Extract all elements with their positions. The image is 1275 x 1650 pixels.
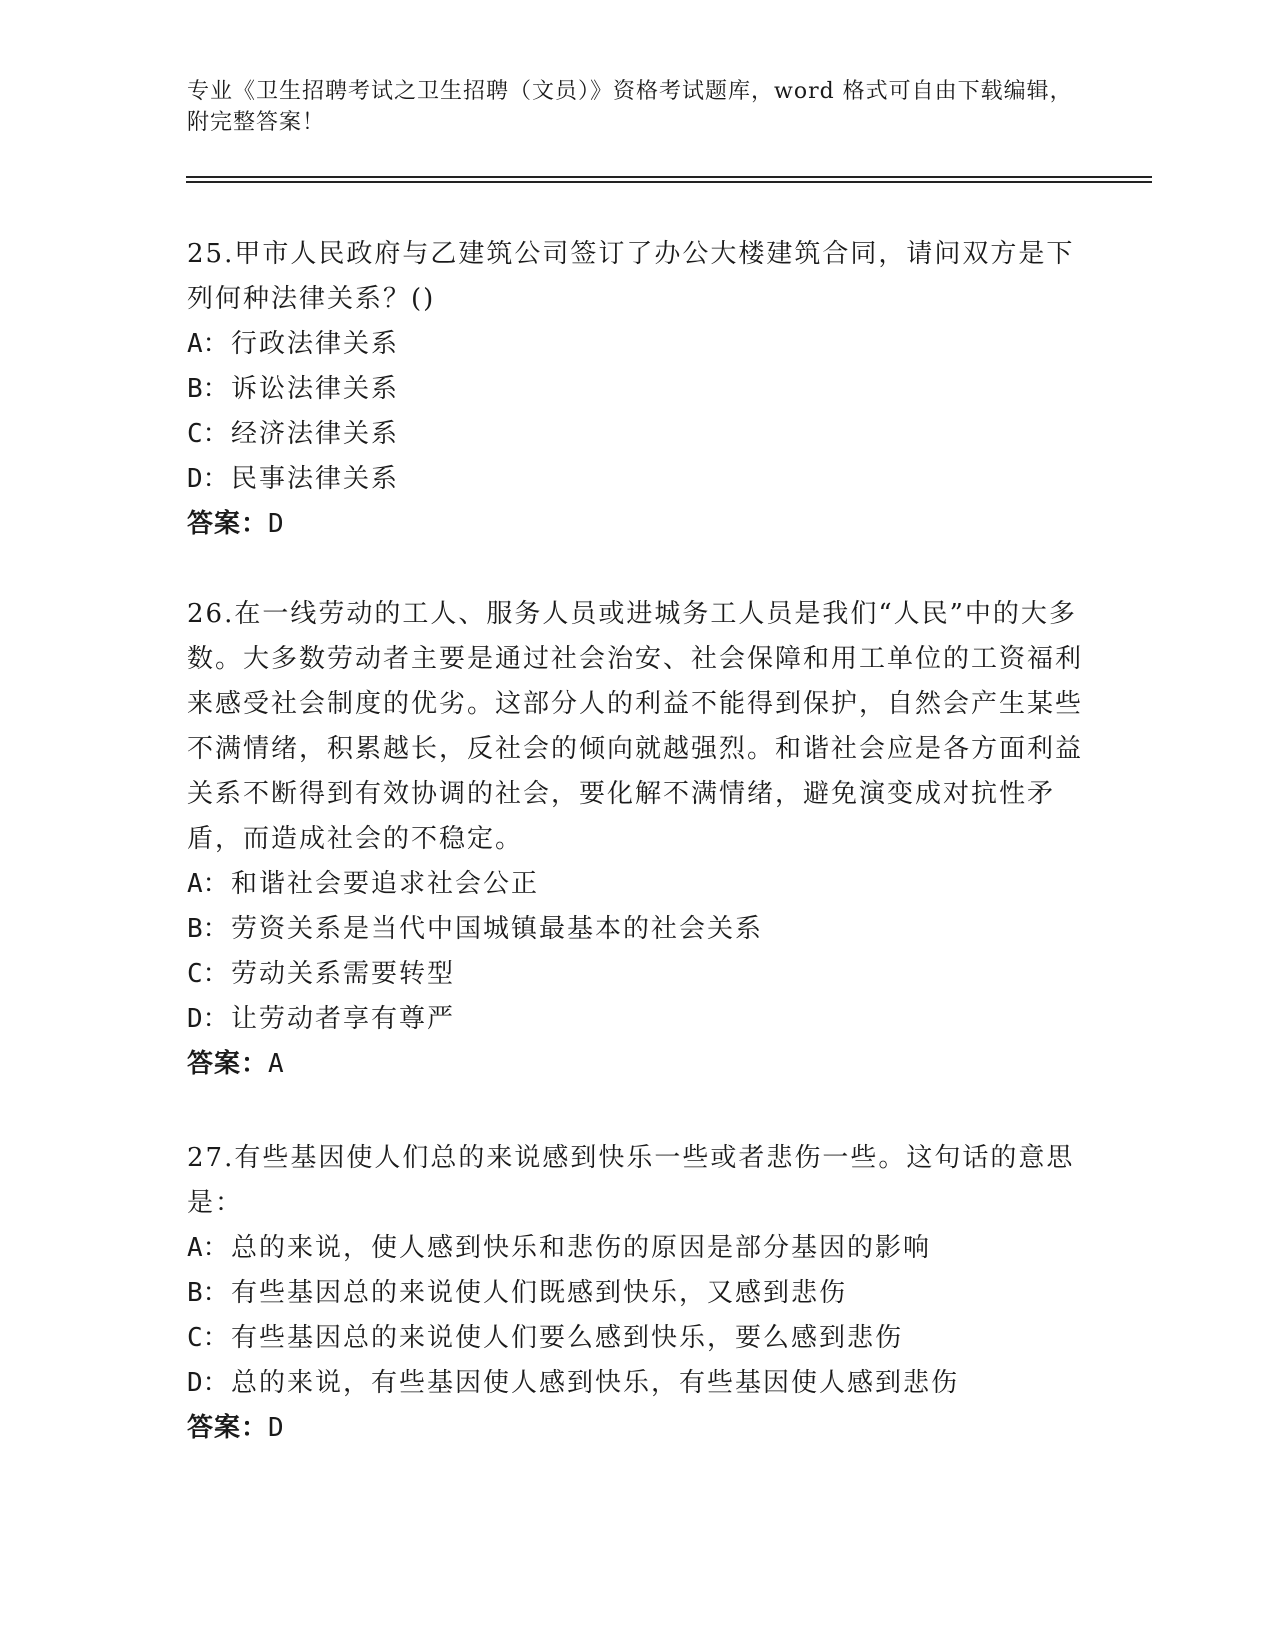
question-stem: 27.有些基因使人们总的来说感到快乐一些或者悲伤一些。这句话的意思是： bbox=[187, 1143, 1075, 1218]
option-a bbox=[187, 322, 1087, 367]
option-d bbox=[187, 457, 1087, 502]
answer-value: D bbox=[268, 509, 285, 539]
option-text: 行政法律关系 bbox=[231, 329, 400, 359]
answer-label: 答案： bbox=[187, 1413, 269, 1443]
answer-line bbox=[187, 502, 1087, 547]
option-key: A： bbox=[187, 329, 229, 359]
option-b bbox=[187, 907, 1087, 952]
option-a bbox=[187, 1226, 1087, 1271]
answer-line bbox=[187, 1042, 1087, 1087]
option-c bbox=[187, 1316, 1087, 1361]
option-text: 劳资关系是当代中国城镇最基本的社会关系 bbox=[231, 914, 764, 944]
option-key: C： bbox=[187, 419, 229, 449]
option-a bbox=[187, 862, 1087, 907]
option-text: 劳动关系需要转型 bbox=[231, 959, 456, 989]
option-text: 总的来说，使人感到快乐和悲伤的原因是部分基因的影响 bbox=[231, 1233, 932, 1263]
option-text: 总的来说，有些基因使人感到快乐，有些基因使人感到悲伤 bbox=[231, 1368, 960, 1398]
header-divider-bottom bbox=[186, 181, 1152, 183]
option-text: 民事法律关系 bbox=[231, 464, 400, 494]
option-key: C： bbox=[187, 959, 229, 989]
document-header: 专业《卫生招聘考试之卫生招聘（文员）》资格考试题库，word 格式可自由下载编辑，附完整答案！ bbox=[187, 79, 1073, 135]
answer-value: D bbox=[268, 1413, 285, 1443]
question-25 bbox=[187, 232, 1087, 547]
option-b bbox=[187, 367, 1087, 412]
option-key: A： bbox=[187, 1233, 229, 1263]
option-c bbox=[187, 412, 1087, 457]
option-text: 经济法律关系 bbox=[231, 419, 400, 449]
option-text: 有些基因总的来说使人们要么感到快乐，要么感到悲伤 bbox=[231, 1323, 904, 1353]
option-key: C： bbox=[187, 1323, 229, 1353]
question-stem: 25.甲市人民政府与乙建筑公司签订了办公大楼建筑合同，请问双方是下列何种法律关系？() bbox=[187, 239, 1075, 314]
answer-line bbox=[187, 1406, 1087, 1451]
option-key: D： bbox=[187, 1368, 229, 1398]
option-key: A： bbox=[187, 869, 229, 899]
option-text: 让劳动者享有尊严 bbox=[231, 1004, 456, 1034]
option-d bbox=[187, 997, 1087, 1042]
option-text: 诉讼法律关系 bbox=[231, 374, 400, 404]
question-27 bbox=[187, 1136, 1087, 1451]
option-key: B： bbox=[187, 374, 229, 404]
question-stem: 26.在一线劳动的工人、服务人员或进城务工人员是我们“人民”中的大多数。大多数劳动者主要是通过社会治安、社会保障和用工单位的工资福利来感受社会制度的优劣。这部分人的利益不能得到保护，自然会产生某些不满情绪，积累越长，反社会的倾向就越强烈。和谐社会应是各方面利益关系不断得到有效协调的社会，要化解不满情绪，避免演变成对抗性矛盾，而造成社会的不稳定。 bbox=[187, 599, 1084, 854]
option-key: D： bbox=[187, 464, 229, 494]
option-text: 和谐社会要追求社会公正 bbox=[231, 869, 540, 899]
option-text: 有些基因总的来说使人们既感到快乐，又感到悲伤 bbox=[231, 1278, 848, 1308]
option-key: D： bbox=[187, 1004, 229, 1034]
answer-value: A bbox=[268, 1049, 285, 1079]
option-key: B： bbox=[187, 914, 229, 944]
option-key: B： bbox=[187, 1278, 229, 1308]
header-divider-top bbox=[186, 176, 1152, 178]
answer-label: 答案： bbox=[187, 509, 269, 539]
option-c bbox=[187, 952, 1087, 997]
option-d bbox=[187, 1361, 1087, 1406]
answer-label: 答案： bbox=[187, 1049, 269, 1079]
question-26 bbox=[187, 592, 1087, 1087]
option-b bbox=[187, 1271, 1087, 1316]
